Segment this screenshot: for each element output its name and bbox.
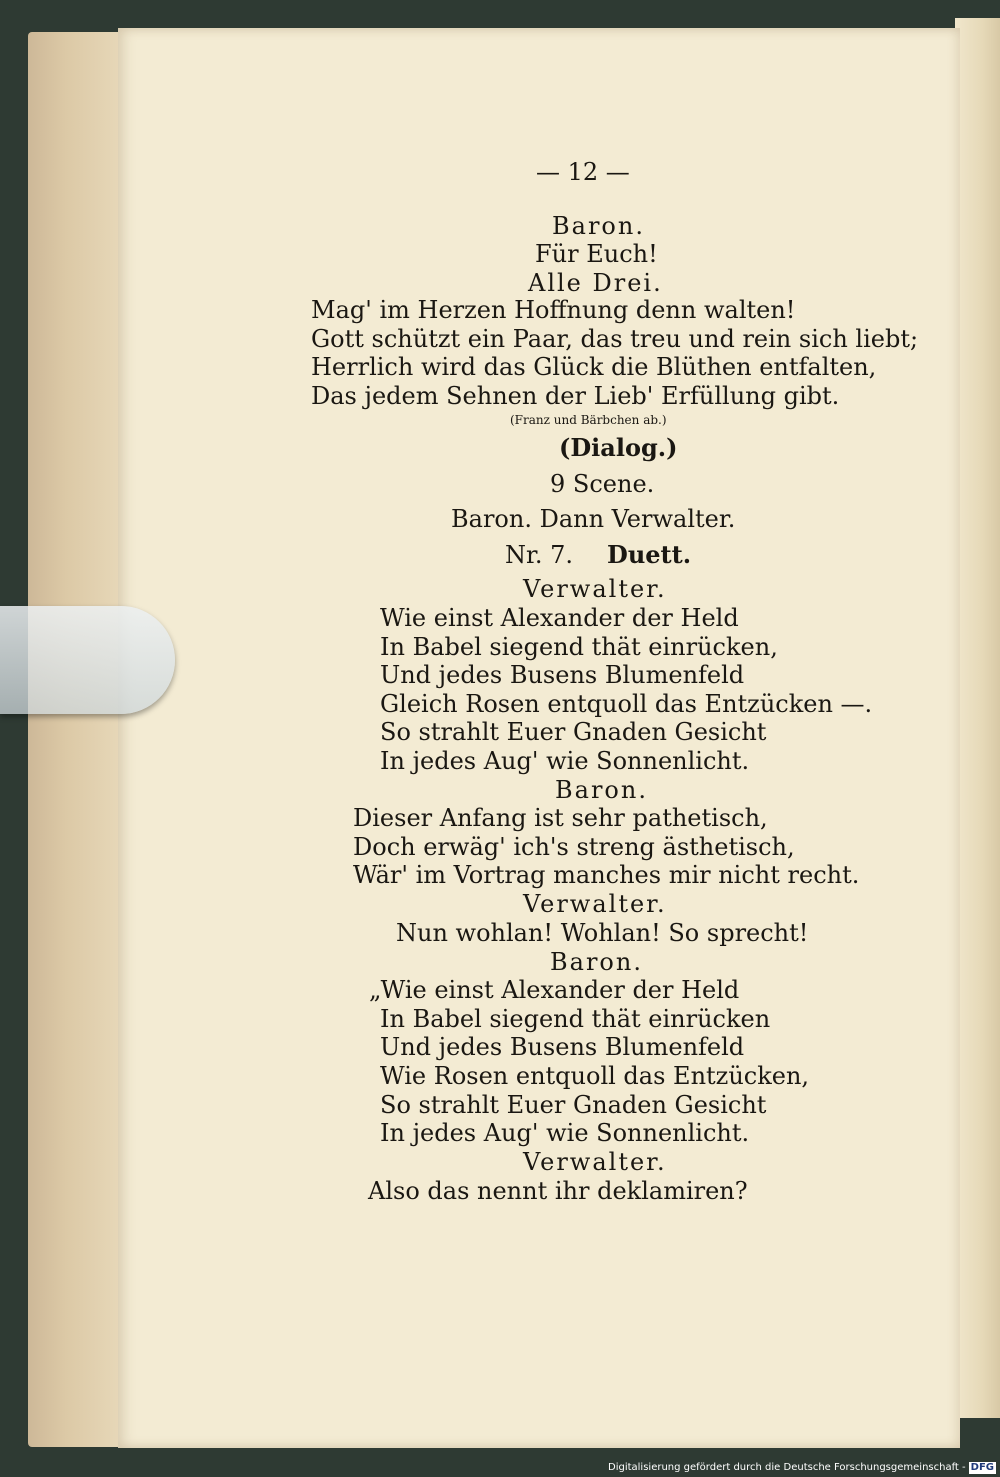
text-line: Gleich Rosen entquoll das Entzücken —. <box>380 690 873 718</box>
speaker-baron: Baron. <box>555 776 648 804</box>
speaker-verwalter: Verwalter. <box>523 1148 667 1176</box>
text-line: In jedes Aug' wie Sonnenlicht. <box>380 1119 750 1147</box>
text-line: Wär' im Vortrag manches mir nicht recht. <box>353 861 860 889</box>
text-line: Und jedes Busens Blumenfeld <box>380 1033 745 1061</box>
footer-text: Digitalisierung gefördert durch die Deutsche Forschungsgemeinschaft - <box>608 1462 966 1473</box>
text-line: Mag' im Herzen Hoffnung denn walten! <box>311 296 796 324</box>
text-line: Das jedem Sehnen der Lieb' Erfüllung gibt. <box>311 382 840 410</box>
scene-characters: Baron. Dann Verwalter. <box>451 505 736 533</box>
speaker-verwalter: Verwalter. <box>523 890 667 918</box>
text-line: Also das nennt ihr deklamiren? <box>368 1177 748 1205</box>
text-line: Wie einst Alexander der Held <box>380 604 739 632</box>
speaker-alle-drei: Alle Drei. <box>528 269 663 297</box>
text-line: Nun wohlan! Wohlan! So sprecht! <box>396 919 809 947</box>
text-line: In jedes Aug' wie Sonnenlicht. <box>380 747 750 775</box>
text-line: So strahlt Euer Gnaden Gesicht <box>380 718 767 746</box>
text-line: So strahlt Euer Gnaden Gesicht <box>380 1091 767 1119</box>
text-line: Gott schützt ein Paar, das treu und rein sich liebt; <box>311 325 919 353</box>
text-line: In Babel siegend thät einrücken, <box>380 633 778 661</box>
scene-heading: 9 Scene. <box>550 470 655 498</box>
stage-direction: (Franz und Bärbchen ab.) <box>510 413 667 427</box>
book-page <box>118 28 960 1448</box>
number-label: Nr. 7. <box>505 541 573 569</box>
speaker-baron: Baron. <box>550 948 643 976</box>
page-clip <box>0 606 175 714</box>
dfg-logo: DFG <box>970 1462 994 1473</box>
speaker-baron: Baron. <box>552 212 645 240</box>
text-line: Dieser Anfang ist sehr pathetisch, <box>353 804 768 832</box>
footer-credit <box>608 1459 1000 1477</box>
page-number: — 12 — <box>536 158 630 186</box>
speaker-verwalter: Verwalter. <box>523 575 667 603</box>
text-line: Doch erwäg' ich's streng ästhetisch, <box>353 833 795 861</box>
dialog-marker: (Dialog.) <box>559 433 678 462</box>
text-line: Wie Rosen entquoll das Entzücken, <box>380 1062 810 1090</box>
text-line: Und jedes Busens Blumenfeld <box>380 661 745 689</box>
book-left-edge <box>28 32 123 1447</box>
text-line: In Babel siegend thät einrücken <box>380 1005 771 1033</box>
text-line: Für Euch! <box>535 240 658 268</box>
duett-title: Duett. <box>607 540 692 569</box>
text-line: „Wie einst Alexander der Held <box>369 976 740 1004</box>
book-right-edge <box>955 18 1000 1418</box>
text-line: Herrlich wird das Glück die Blüthen entfalten, <box>311 353 877 381</box>
